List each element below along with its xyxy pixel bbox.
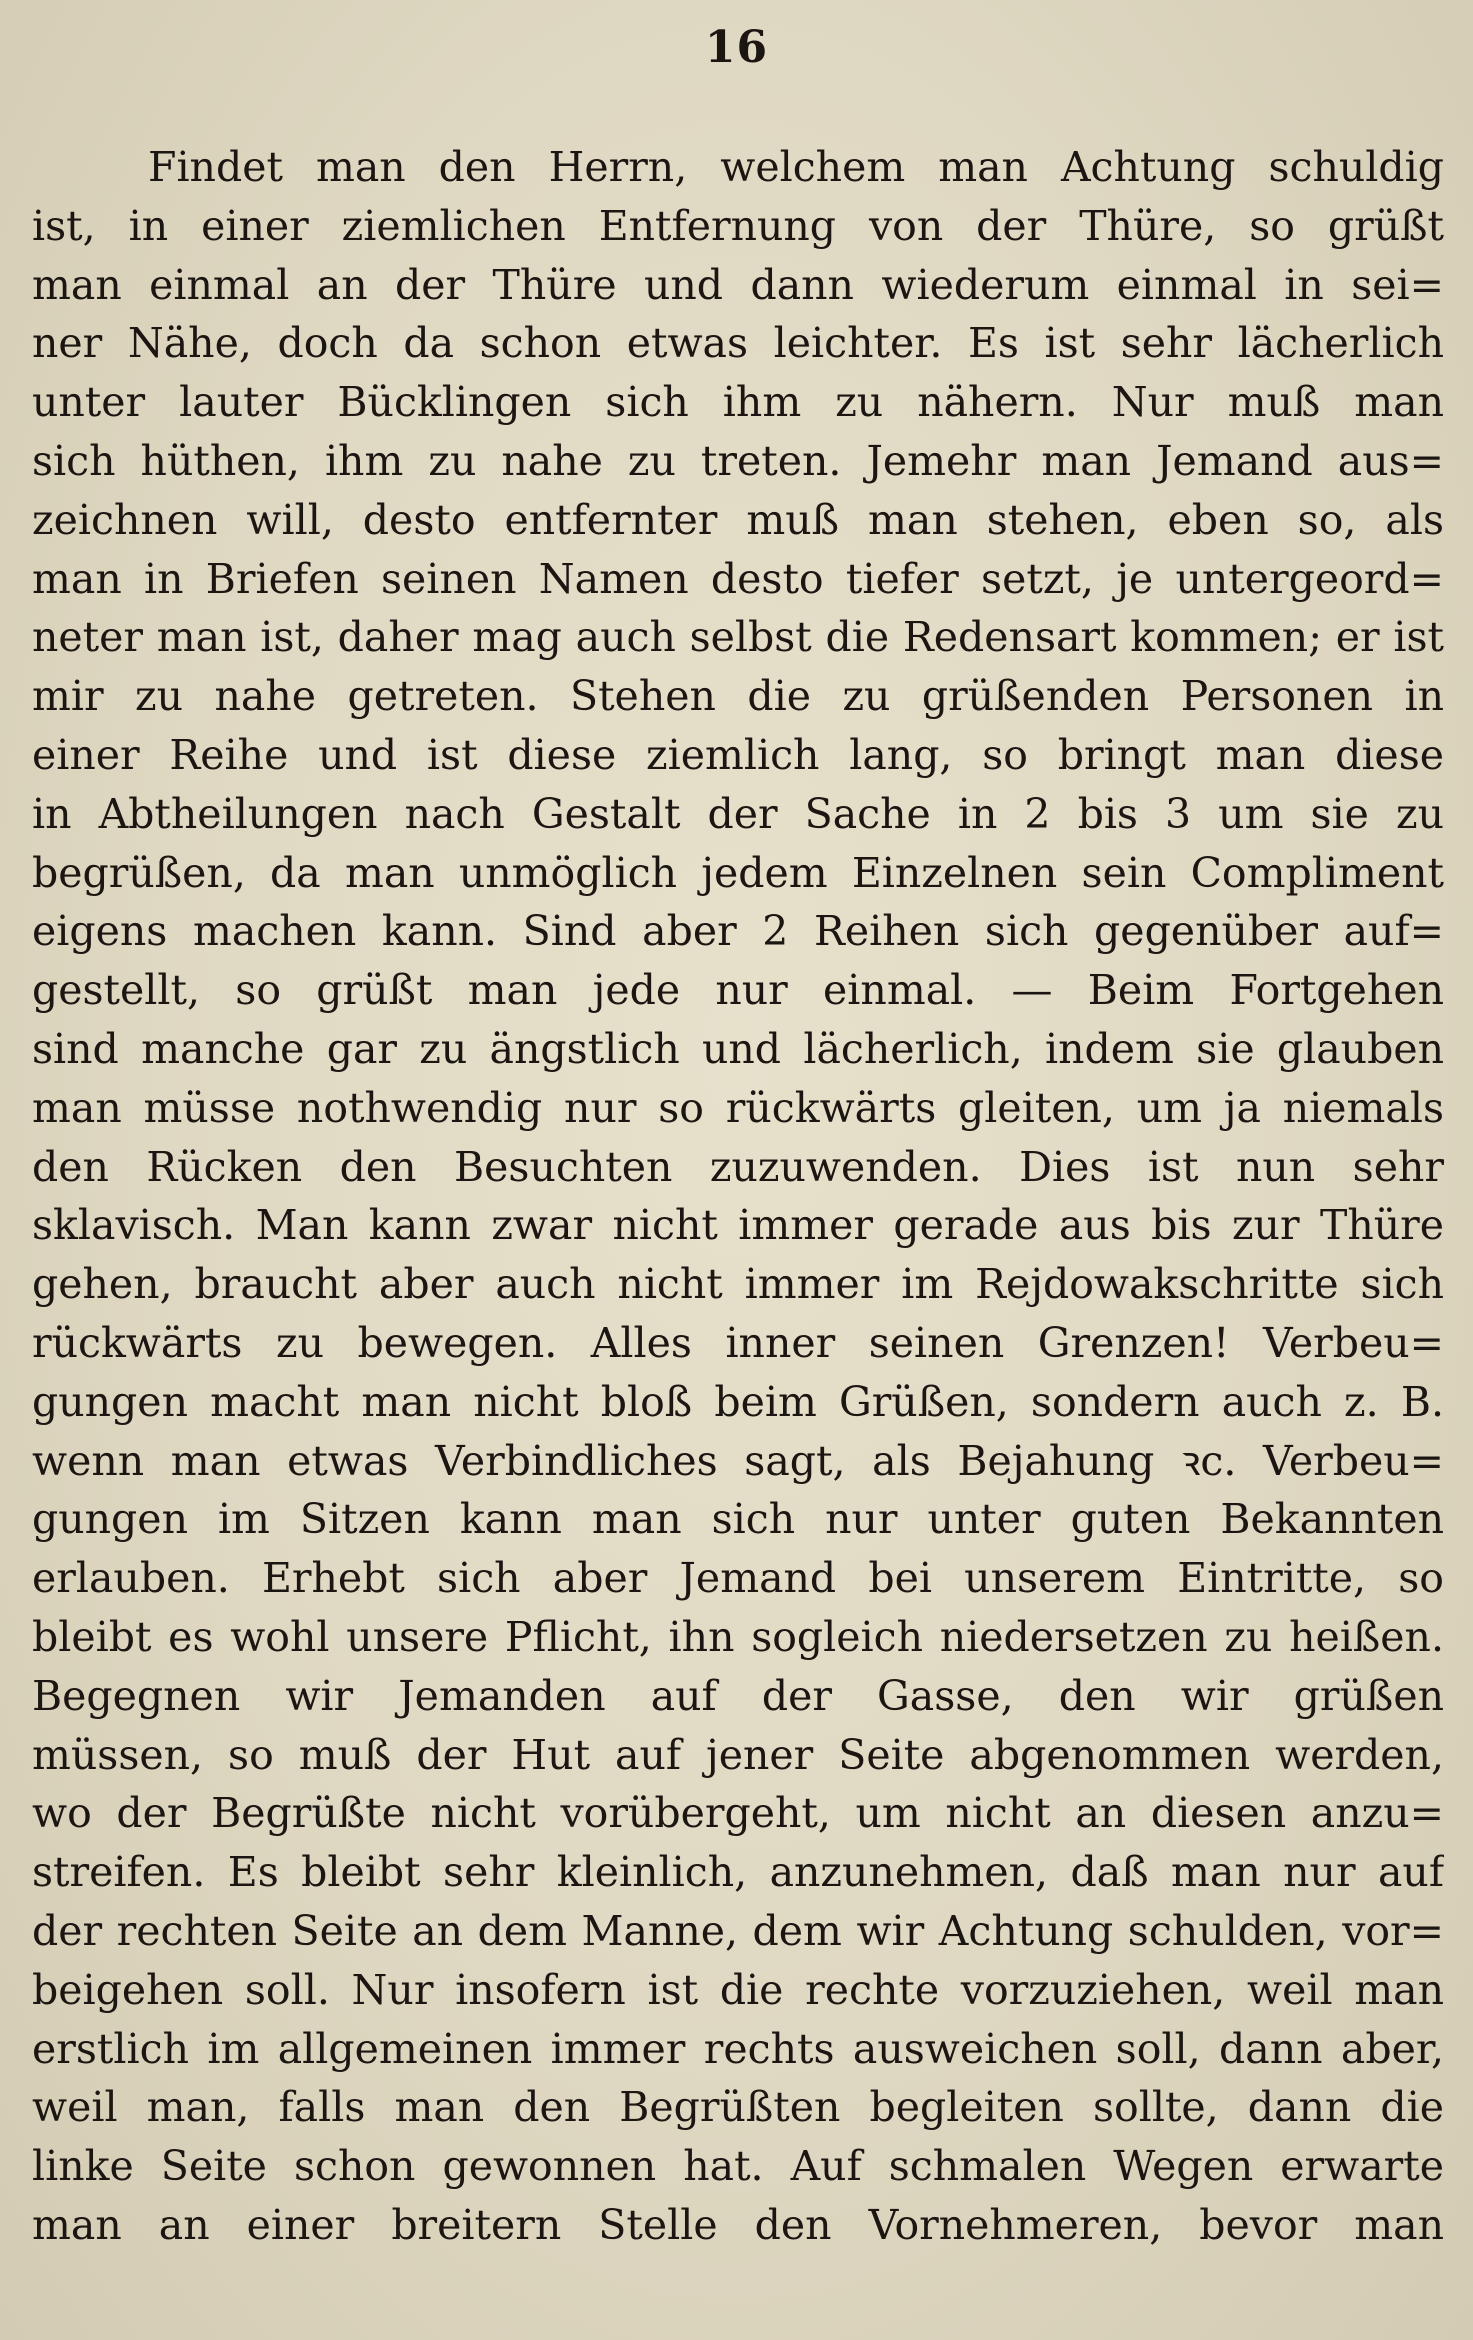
text-line: weil man, falls man den Begrüßten begleiten sollte, dann die <box>32 2083 1444 2132</box>
text-line: neter man ist, daher mag auch selbst die Redensart kommen; er ist <box>32 613 1444 662</box>
text-line: der rechten Seite an dem Manne, dem wir Achtung schulden, vor= <box>32 1906 1444 1955</box>
text-line: einer Reihe und ist diese ziemlich lang, so bringt man diese <box>32 730 1444 779</box>
text-line: unter lauter Bücklingen sich ihm zu nähern. Nur muß man <box>32 378 1444 427</box>
text-line: in Abtheilungen nach Gestalt der Sache in 2 bis 3 um sie zu <box>32 789 1444 838</box>
text-line: man müsse nothwendig nur so rückwärts gleiten, um ja niemals <box>32 1083 1444 1132</box>
text-line: beigehen soll. Nur insofern ist die rechte vorzuziehen, weil man <box>32 1965 1444 2014</box>
text-line: ner Nähe, doch da schon etwas leichter. Es ist sehr lächerlich <box>32 319 1444 368</box>
text-line: wo der Begrüßte nicht vorübergeht, um nicht an diesen anzu= <box>32 1789 1444 1838</box>
text-line: erlauben. Erhebt sich aber Jemand bei unserem Eintritte, so <box>32 1554 1444 1603</box>
text-line: Begegnen wir Jemanden auf der Gasse, den wir grüßen <box>32 1671 1444 1720</box>
text-line: ist, in einer ziemlichen Entfernung von der Thüre, so grüßt <box>32 201 1444 250</box>
text-line: müssen, so muß der Hut auf jener Seite abgenommen werden, <box>32 1730 1444 1779</box>
text-line: mir zu nahe getreten. Stehen die zu grüßenden Personen in <box>32 672 1444 721</box>
text-line: wenn man etwas Verbindliches sagt, als Bejahung ꝛc. Verbeu= <box>32 1436 1444 1485</box>
text-line: linke Seite schon gewonnen hat. Auf schmalen Wegen erwarte <box>32 2142 1444 2191</box>
text-line: man einmal an der Thüre und dann wiederum einmal in sei= <box>32 260 1444 309</box>
text-line: gungen macht man nicht bloß beim Grüßen, sondern auch z. B. <box>32 1377 1444 1426</box>
text-line: streifen. Es bleibt sehr kleinlich, anzunehmen, daß man nur auf <box>32 1848 1444 1897</box>
text-line: sich hüthen, ihm zu nahe zu treten. Jemehr man Jemand aus= <box>32 436 1444 485</box>
text-line: bleibt es wohl unsere Pflicht, ihn sogleich niedersetzen zu heißen. <box>32 1612 1444 1661</box>
body-text <box>32 138 1444 2255</box>
text-line: gestellt, so grüßt man jede nur einmal. — Beim Fortgehen <box>32 966 1444 1015</box>
text-line: man in Briefen seinen Namen desto tiefer setzt, je untergeord= <box>32 554 1444 603</box>
text-line: erstlich im allgemeinen immer rechts ausweichen soll, dann aber, <box>32 2024 1444 2073</box>
text-line: eigens machen kann. Sind aber 2 Reihen sich gegenüber auf= <box>32 907 1444 956</box>
text-line: sklavisch. Man kann zwar nicht immer gerade aus bis zur Thüre <box>32 1201 1444 1250</box>
text-line: Findet man den Herrn, welchem man Achtung schuldig <box>148 143 1444 191</box>
page-number: 16 <box>704 22 769 73</box>
text-line: gungen im Sitzen kann man sich nur unter guten Bekannten <box>32 1495 1444 1544</box>
text-line: sind manche gar zu ängstlich und lächerlich, indem sie glauben <box>32 1024 1444 1073</box>
text-line: gehen, braucht aber auch nicht immer im Rejdowakschritte sich <box>32 1260 1444 1309</box>
text-line: zeichnen will, desto entfernter muß man stehen, eben so, als <box>32 495 1444 544</box>
text-line: man an einer breitern Stelle den Vornehmeren, bevor man <box>32 2200 1444 2249</box>
text-line: den Rücken den Besuchten zuzuwenden. Dies ist nun sehr <box>32 1142 1444 1191</box>
text-line: begrüßen, da man unmöglich jedem Einzelnen sein Compliment <box>32 848 1444 897</box>
text-line: rückwärts zu bewegen. Alles inner seinen Grenzen! Verbeu= <box>32 1318 1444 1367</box>
